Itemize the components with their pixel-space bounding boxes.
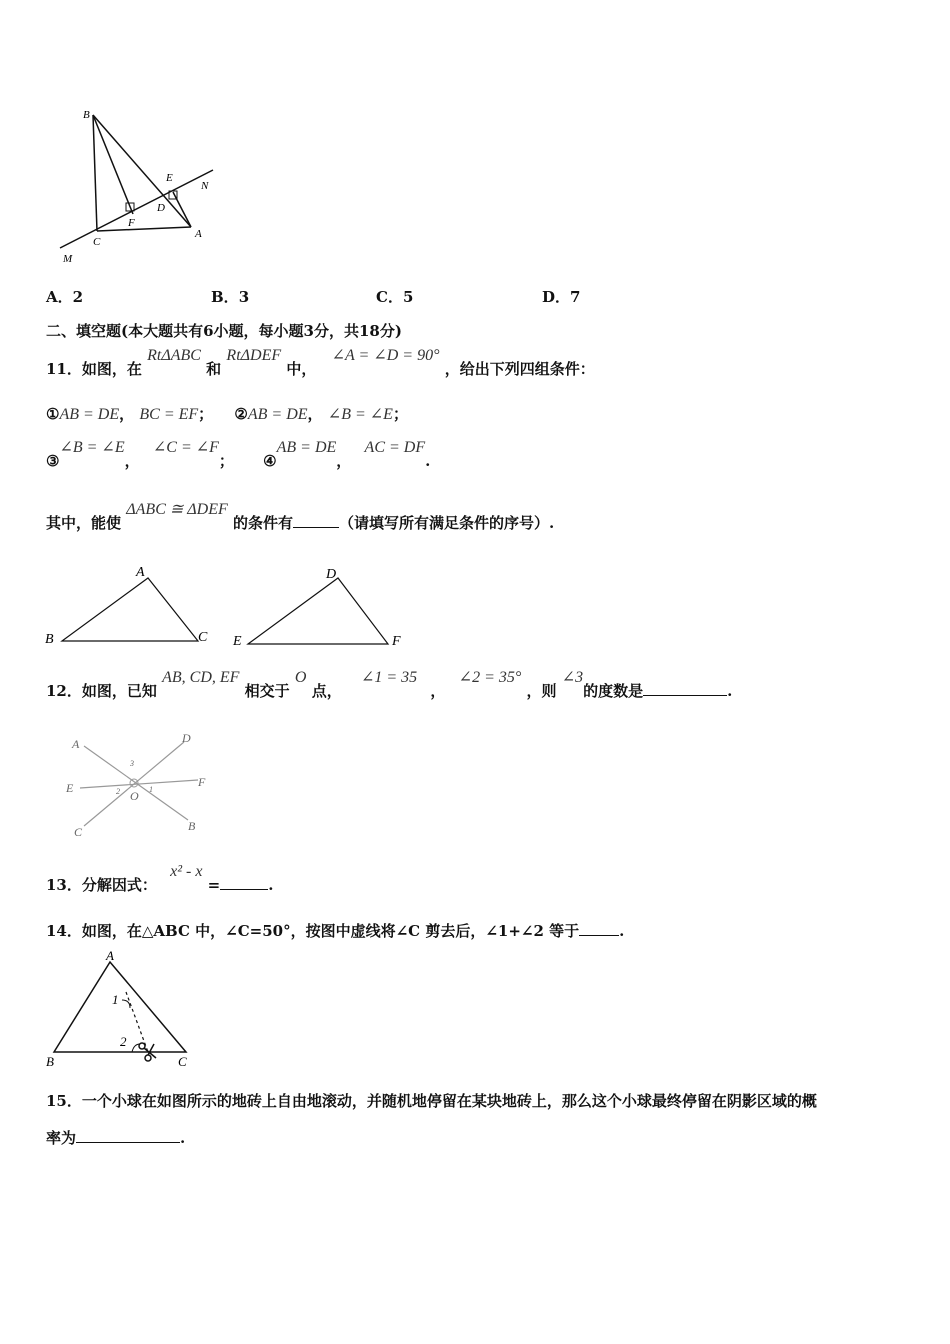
angle-arc-1: [122, 1000, 130, 1008]
label-d: D: [326, 567, 337, 582]
figure-q11: [40, 562, 420, 654]
label-m: M: [63, 253, 73, 265]
cut-line: [126, 992, 148, 1052]
answer-blank-q14[interactable]: [579, 921, 619, 936]
label-angle-1: 1: [112, 992, 119, 1007]
q11-conditions-1-2: ①AB = DE， BC = EF； ②AB = DE， ∠B = ∠E；: [46, 405, 408, 423]
answer-blank-q13[interactable]: [220, 875, 268, 890]
q15-line2: 率为 .: [46, 1129, 186, 1147]
choice-d[interactable]: D．7: [542, 288, 581, 306]
label-angle-3: 3: [130, 759, 134, 768]
label-a: A: [72, 737, 80, 751]
figure-q14: [44, 948, 204, 1070]
label-a: A: [195, 228, 202, 240]
choice-c[interactable]: C．5: [376, 288, 414, 306]
label-d: D: [182, 731, 191, 745]
q11-question: 其中，能使 ΔABC ≅ ΔDEF 的条件有 （请填写所有满足条件的序号）.: [46, 501, 555, 532]
answer-blank-q12[interactable]: [643, 681, 727, 696]
section-title: 二、填空题(本大题共有6小题，每小题3分，共18分): [46, 322, 402, 340]
q14-line: 14．如图，在△ABC 中，∠C=50°，按图中虚线将∠C 剪去后，∠1+∠2 等于 .: [46, 922, 625, 940]
label-angle-2: 2: [120, 1034, 127, 1049]
label-d: D: [157, 202, 165, 214]
label-n: N: [201, 180, 209, 192]
seg-ca: [97, 227, 191, 231]
line-mn: [60, 170, 213, 248]
triangle-def: [248, 578, 388, 644]
label-e: E: [233, 634, 242, 649]
triangle-abc: [62, 578, 198, 641]
figure-q10: [55, 100, 225, 270]
label-c: C: [93, 236, 101, 248]
label-c: C: [178, 1054, 187, 1069]
label-f: F: [128, 217, 135, 229]
label-angle-2: 2: [116, 787, 120, 796]
label-o: O: [130, 789, 139, 803]
label-c: C: [74, 825, 83, 839]
label-e: E: [66, 781, 74, 795]
seg-ba: [93, 115, 191, 227]
choice-a[interactable]: A．2: [46, 288, 84, 306]
label-b: B: [83, 109, 90, 121]
seg-bc: [93, 115, 97, 231]
figure-q12: [60, 728, 220, 840]
label-f: F: [198, 775, 206, 789]
line-ef: [80, 780, 198, 788]
seg-bf: [93, 115, 133, 214]
q11-conditions-3-4: ③∠B = ∠E， ∠C = ∠F； ④AB = DE， AC = DF.: [46, 439, 431, 470]
label-b: B: [46, 1054, 54, 1069]
label-f: F: [392, 634, 401, 649]
choice-b[interactable]: B．3: [211, 288, 250, 306]
answer-blank-q11[interactable]: [293, 513, 339, 528]
label-a: A: [106, 948, 114, 963]
label-b: B: [188, 819, 196, 833]
label-e: E: [166, 172, 173, 184]
label-angle-1: 1: [149, 785, 153, 794]
label-b: B: [45, 632, 54, 647]
label-c: C: [198, 630, 208, 645]
q13-line: 13．分解因式： x² - x = .: [46, 863, 274, 894]
q11-line1: 11．如图，在 RtΔABC 和 RtΔDEF 中， ∠A = ∠D = 90° ，给出下列四组条件：: [46, 347, 595, 378]
answer-blank-q15[interactable]: [76, 1128, 180, 1143]
q15-line1: 15．一个小球在如图所示的地砖上自由地滚动，并随机地停留在某块地砖上，那么这个小球最终停留在阴影区域的概: [46, 1092, 817, 1110]
label-a: A: [136, 565, 145, 580]
q12-line: 12．如图，已知 AB, CD, EF 相交于 O 点， ∠1 = 35 ， ∠2 = 35° ，则 ∠3的度数是 .: [46, 669, 733, 700]
